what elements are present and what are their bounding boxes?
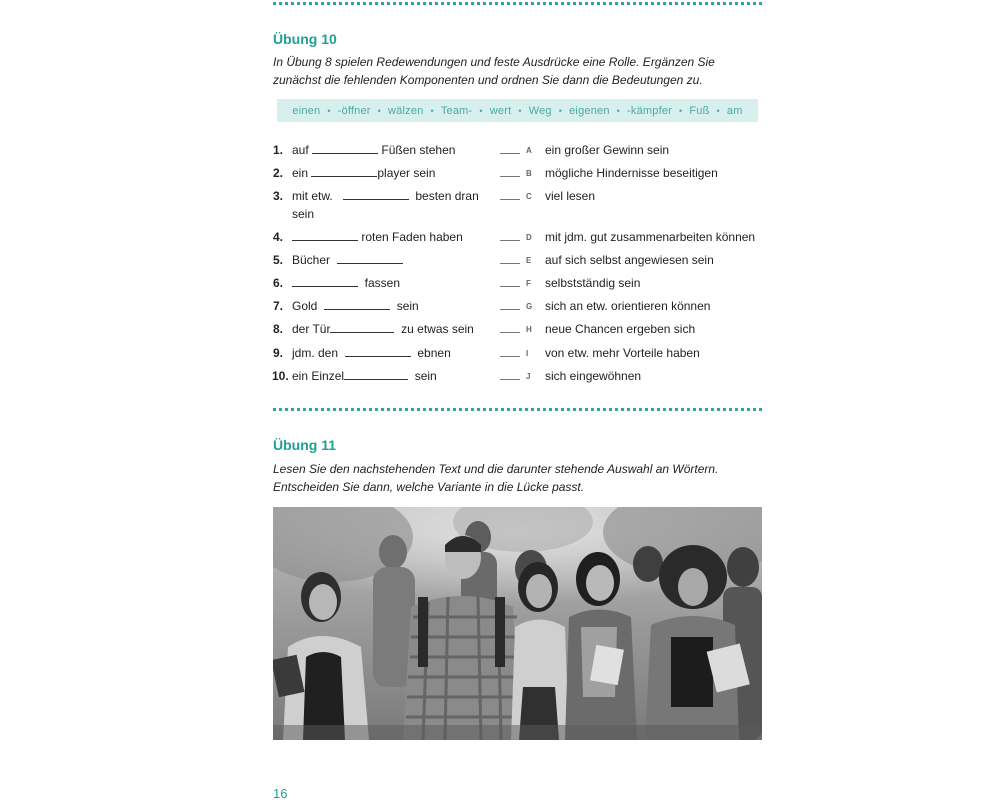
fill-blank[interactable] (345, 344, 411, 357)
word-bank-item: Team- (440, 104, 473, 117)
meaning-letter: C (526, 192, 532, 201)
exercise-item (273, 141, 773, 159)
answer-blank[interactable] (500, 286, 520, 287)
meaning-text: sich eingewöhnen (545, 369, 642, 383)
item-prefix: Bücher (292, 253, 331, 267)
answer-blank[interactable] (500, 332, 520, 333)
item-suffix: player sein (377, 166, 436, 180)
item-number: 3. (273, 189, 284, 203)
item-suffix: roten Faden haben (361, 230, 463, 244)
word-bank-item: wert (489, 104, 512, 117)
meaning-letter: J (526, 372, 531, 381)
item-suffix: sein (396, 299, 419, 313)
exercise-11-title: Übung 11 (273, 437, 337, 453)
exercise-10-instruction: In Übung 8 spielen Redewendungen und feste Ausdrücke eine Rolle. Ergänzen Sie zunächst die fehlenden Komponenten und ordnen Sie dann die Bedeutungen zu. (273, 55, 715, 87)
item-number: 4. (273, 230, 284, 244)
answer-blank[interactable] (500, 263, 520, 264)
exercise-10-title: Übung 10 (273, 31, 337, 47)
students-photo (273, 507, 762, 740)
item-number: 6. (273, 276, 284, 290)
answer-blank[interactable] (500, 153, 520, 154)
section-dotted-divider (273, 408, 762, 411)
item-suffix: besten dran sein (292, 189, 479, 221)
item-prefix: ein (292, 166, 309, 180)
answer-blank[interactable] (500, 240, 520, 241)
fill-blank[interactable] (330, 320, 394, 333)
item-number: 5. (273, 253, 284, 267)
item-number: 7. (273, 299, 284, 313)
meaning-letter: I (526, 349, 529, 358)
answer-blank[interactable] (500, 199, 520, 200)
answer-blank[interactable] (500, 379, 520, 380)
exercise-item (273, 297, 773, 315)
exercise-item (273, 274, 773, 292)
meaning-letter: D (526, 233, 532, 242)
fill-blank[interactable] (337, 251, 403, 264)
word-bank-item: am (726, 104, 743, 117)
meaning-letter: E (526, 256, 532, 265)
meaning-text: auf sich selbst angewiesen sein (545, 253, 714, 267)
exercise-item (273, 228, 773, 246)
meaning-letter: G (526, 302, 533, 311)
item-prefix: mit etw. (292, 189, 333, 203)
exercise-item (273, 344, 773, 362)
exercise-item (273, 251, 773, 269)
page-number: 16 (273, 786, 288, 801)
fill-blank[interactable] (324, 297, 390, 310)
exercise-item (273, 367, 773, 385)
word-bank-item: Weg (528, 104, 552, 117)
fill-blank[interactable] (292, 228, 358, 241)
word-bank-item: -kämpfer (627, 104, 673, 117)
item-suffix: sein (414, 369, 437, 383)
item-number: 2. (273, 166, 284, 180)
meaning-text: von etw. mehr Vorteile haben (545, 346, 700, 360)
answer-blank[interactable] (500, 176, 520, 177)
word-bank-item: einen (292, 104, 321, 117)
word-bank: einen • -öffner • wälzen • Team- • wert • Weg • eigenen • -kämpfer • Fuß • am (277, 99, 758, 122)
fill-blank[interactable] (311, 164, 377, 177)
meaning-text: mit jdm. gut zusammenarbeiten können (545, 230, 756, 244)
item-prefix: jdm. den (292, 346, 339, 360)
item-suffix: Füßen stehen (381, 143, 456, 157)
word-bank-item: -öffner (337, 104, 371, 117)
fill-blank[interactable] (292, 274, 358, 287)
item-prefix: Gold (292, 299, 318, 313)
answer-blank[interactable] (500, 356, 520, 357)
meaning-letter: B (526, 169, 532, 178)
item-suffix: zu etwas sein (401, 322, 474, 336)
word-bank-item: Fuß (689, 104, 710, 117)
item-number: 9. (273, 346, 284, 360)
fill-blank[interactable] (343, 187, 409, 200)
meaning-text: selbstständig sein (545, 276, 641, 290)
item-prefix: auf (292, 143, 309, 157)
meaning-text: sich an etw. orientieren können (545, 299, 711, 313)
meaning-text: viel lesen (545, 189, 596, 203)
item-number: 8. (273, 322, 284, 336)
meaning-text: ein großer Gewinn sein (545, 143, 670, 157)
word-bank-item: wälzen (388, 104, 424, 117)
exercise-item (273, 187, 773, 223)
exercise-11-instruction: Lesen Sie den nachstehenden Text und die darunter stehende Auswahl an Wörtern. Entscheiden Sie dann, welche Variante in die Lücke passt. (273, 462, 719, 494)
exercise-item (273, 320, 773, 338)
item-number: 1. (273, 143, 284, 157)
item-number: 10. (272, 369, 289, 383)
meaning-letter: H (526, 325, 532, 334)
item-suffix: ebnen (417, 346, 451, 360)
meaning-letter: A (526, 146, 532, 155)
fill-blank[interactable] (312, 141, 378, 154)
exercise-item (273, 164, 773, 182)
meaning-text: mögliche Hindernisse beseitigen (545, 166, 718, 180)
item-suffix: fassen (364, 276, 401, 290)
meaning-letter: F (526, 279, 531, 288)
top-dotted-divider (273, 2, 762, 5)
meaning-text: neue Chancen ergeben sich (545, 322, 696, 336)
word-bank-item: eigenen (569, 104, 610, 117)
answer-blank[interactable] (500, 309, 520, 310)
fill-blank[interactable] (344, 367, 408, 380)
item-prefix: ein Einzel (292, 369, 345, 383)
item-prefix: der Tür (292, 322, 331, 336)
